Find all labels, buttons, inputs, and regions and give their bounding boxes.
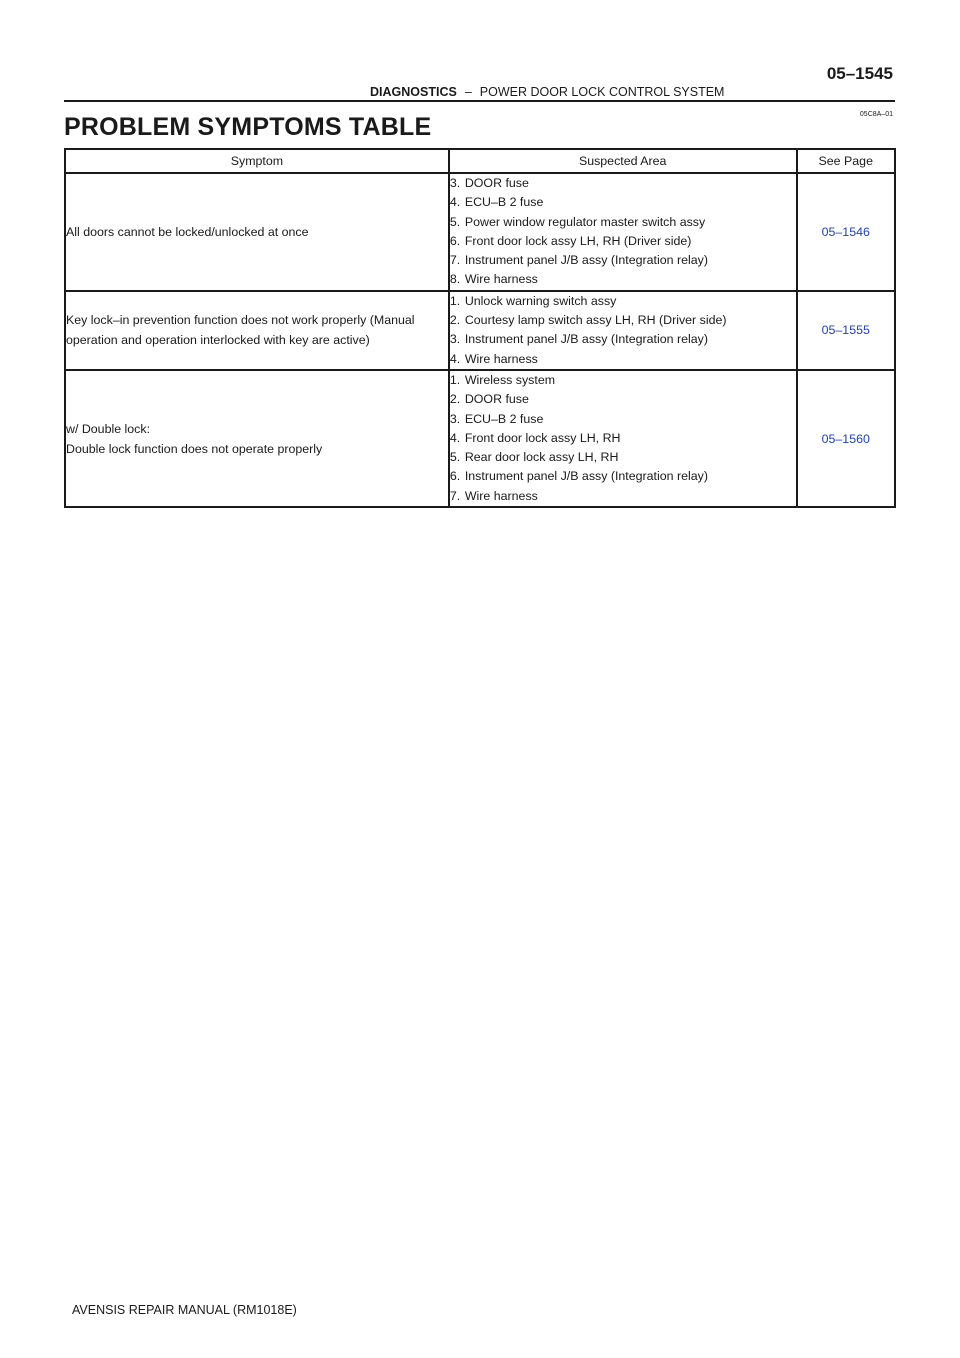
item-text: Wire harness xyxy=(464,272,538,287)
suspected-area-item xyxy=(450,390,796,409)
footer-text: AVENSIS REPAIR MANUAL (RM1018E) xyxy=(72,1303,297,1317)
item-text: Front door lock assy LH, RH xyxy=(464,430,621,445)
item-number: 2. xyxy=(449,313,461,328)
see-page-header: See Page xyxy=(797,149,895,173)
item-text: Unlock warning switch assy xyxy=(464,293,617,308)
table-row xyxy=(65,291,895,370)
suspected-area-item xyxy=(450,213,796,232)
item-text: Instrument panel J/B assy (Integration relay) xyxy=(464,332,708,347)
item-number: 5. xyxy=(449,450,461,465)
symptom-text: operation and operation interlocked with key are active) xyxy=(66,333,370,348)
item-text: Wireless system xyxy=(464,372,556,387)
item-text: Wire harness xyxy=(464,351,538,366)
suspected-area-item xyxy=(450,311,796,330)
item-number: 3. xyxy=(449,411,461,426)
suspected-area-item xyxy=(450,448,796,467)
item-number: 3. xyxy=(449,332,461,347)
suspected-area-item xyxy=(450,193,796,212)
item-number: 6. xyxy=(449,233,461,248)
document-code: 05C8A–01 xyxy=(859,111,893,118)
item-number: 7. xyxy=(449,488,461,503)
problem-symptoms-table xyxy=(64,148,896,508)
item-text: ECU–B 2 fuse xyxy=(464,411,544,426)
item-text: Instrument panel J/B assy (Integration relay) xyxy=(464,253,708,268)
symptom-cell xyxy=(65,291,449,370)
suspected-area-item xyxy=(450,429,796,448)
see-page-link[interactable]: 05–1555 xyxy=(797,291,895,370)
item-number: 4. xyxy=(449,351,461,366)
suspected-area-item xyxy=(450,251,796,270)
symptom-text: w/ Double lock: xyxy=(66,421,151,436)
suspected-area-list xyxy=(450,371,796,506)
item-number: 8. xyxy=(449,272,461,287)
table-header-row xyxy=(65,149,895,173)
suspected-area-list xyxy=(450,292,796,369)
suspected-area-cell xyxy=(449,291,797,370)
item-number: 1. xyxy=(449,293,461,308)
item-text: Instrument panel J/B assy (Integration relay) xyxy=(464,469,708,484)
suspected-area-item xyxy=(450,487,796,506)
item-number: 6. xyxy=(449,469,461,484)
item-text: Rear door lock assy LH, RH xyxy=(464,450,619,465)
item-number: 4. xyxy=(449,430,461,445)
see-page-link[interactable]: 05–1546 xyxy=(797,173,895,291)
suspected-area-item xyxy=(450,292,796,311)
table-body xyxy=(65,173,895,507)
suspected-area-item xyxy=(450,232,796,251)
suspected-area-cell xyxy=(449,370,797,507)
item-number: 4. xyxy=(449,195,461,210)
item-text: Wire harness xyxy=(464,488,538,503)
item-number: 3. xyxy=(449,176,461,190)
suspected-area-item xyxy=(450,270,796,289)
item-text: DOOR fuse xyxy=(464,392,529,407)
symptom-text: Key lock–in prevention function does not work properly (Manual xyxy=(66,313,415,328)
item-text: Power window regulator master switch assy xyxy=(464,214,706,229)
item-number: 7. xyxy=(449,253,461,268)
symptom-header: Symptom xyxy=(65,149,449,173)
header-separator: – xyxy=(464,85,472,99)
suspected-area-header: Suspected Area xyxy=(449,149,797,173)
table-row xyxy=(65,370,895,507)
page-number: 05–1545 xyxy=(826,64,893,83)
suspected-area-item xyxy=(450,410,796,429)
symptom-text: Double lock function does not operate properly xyxy=(66,441,323,456)
suspected-area-item xyxy=(450,350,796,369)
header-rule xyxy=(64,100,895,102)
item-text: Courtesy lamp switch assy LH, RH (Driver side) xyxy=(464,313,727,328)
table-row xyxy=(65,173,895,291)
suspected-area-item xyxy=(450,330,796,349)
symptom-cell xyxy=(65,370,449,507)
item-number: 1. xyxy=(449,372,461,387)
item-text: DOOR fuse xyxy=(464,176,529,190)
item-text: Front door lock assy LH, RH (Driver side) xyxy=(464,233,692,248)
symptom-text: All doors cannot be locked/unlocked at once xyxy=(66,224,309,239)
symptom-cell xyxy=(65,173,449,291)
see-page-link[interactable]: 05–1560 xyxy=(797,370,895,507)
suspected-area-item xyxy=(450,371,796,390)
section-name: DIAGNOSTICS xyxy=(370,85,457,99)
item-text: ECU–B 2 fuse xyxy=(464,195,544,210)
subsection-name: POWER DOOR LOCK CONTROL SYSTEM xyxy=(479,85,725,99)
suspected-area-list xyxy=(450,174,796,290)
page-title: PROBLEM SYMPTOMS TABLE xyxy=(64,113,432,141)
item-number: 2. xyxy=(449,392,461,407)
suspected-area-item xyxy=(450,467,796,486)
running-header xyxy=(370,85,724,99)
item-number: 5. xyxy=(449,214,461,229)
suspected-area-item xyxy=(450,174,796,193)
suspected-area-cell xyxy=(449,173,797,291)
